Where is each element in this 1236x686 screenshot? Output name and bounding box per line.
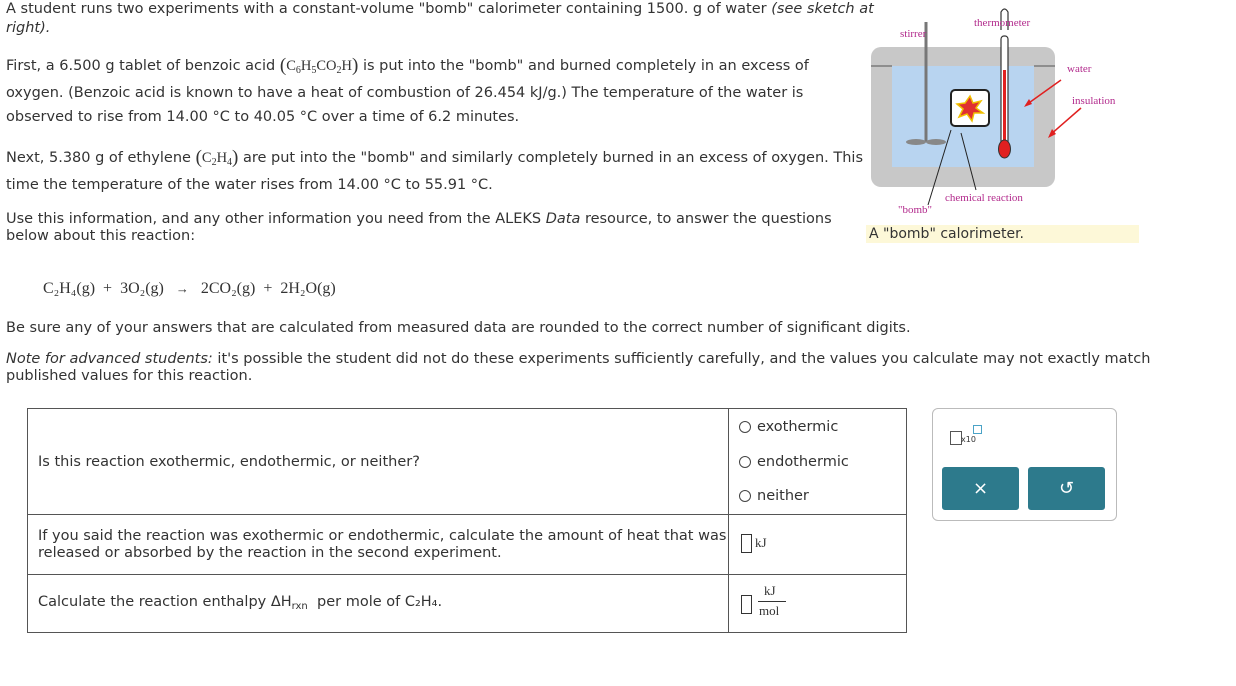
heat-answer-input[interactable] <box>741 534 752 553</box>
question-row-1 <box>28 409 906 515</box>
stirrer-label: stirrer <box>900 28 927 40</box>
enthalpy-answer-input[interactable] <box>741 595 752 614</box>
intro-line-2: right). <box>6 20 51 36</box>
option-endothermic[interactable]: endothermic <box>739 454 849 470</box>
water-label: water <box>1067 63 1092 75</box>
math-tool-panel <box>932 408 1117 521</box>
para1-line-2: oxygen. (Benzoic acid is known to have a heat of combustion of 26.454 kJ/g.) The temperature of the water is <box>6 85 804 101</box>
question-row-3 <box>28 574 906 632</box>
clear-button[interactable] <box>942 467 1019 510</box>
intro-line-1: A student runs two experiments with a constant-volume "bomb" calorimeter containing 1500. g of water (see sketch at <box>6 1 874 17</box>
question-table <box>27 408 907 633</box>
exponent-box[interactable] <box>973 425 982 434</box>
product-co2: 2CO₂(g) <box>200 280 256 297</box>
enthalpy-unit-numerator: kJ <box>764 583 776 598</box>
question-2-text-1: If you said the reaction was exothermic or endothermic, calculate the amount of heat that was <box>38 528 727 544</box>
question-3-text: Calculate the reaction enthalpy $\Delta H_{rxn}$ per mole of C₂H₄. <box>38 594 443 612</box>
para3-line-1: Use this information, and any other information you need from the ALEKS Data resource, to answer the questions <box>6 211 832 227</box>
bomb-label: "bomb" <box>898 204 933 216</box>
radio-neither[interactable] <box>739 490 751 502</box>
sketch-caption: A "bomb" calorimeter. <box>866 225 1139 243</box>
question-row-2 <box>28 514 906 575</box>
thermometer-bulb <box>999 140 1011 158</box>
undo-icon: ↺ <box>1058 478 1075 499</box>
product-water: 2H₂O(g) <box>280 280 336 297</box>
reactant-oxygen: 3O₂(g) <box>120 280 164 297</box>
insulation-label: insulation <box>1072 95 1116 107</box>
sigfig-note: Be sure any of your answers that are calculated from measured data are rounded to the correct number of significant digits. <box>6 320 911 336</box>
option-neither[interactable]: neither <box>739 488 809 504</box>
option-exothermic[interactable]: exothermic <box>739 419 838 435</box>
reaction-arrow: → <box>175 281 189 296</box>
enthalpy-unit-denominator: mol <box>759 603 780 618</box>
question-1-text: Is this reaction exothermic, endothermic, or neither? <box>38 454 420 470</box>
para3-line-2: below about this reaction: <box>6 228 196 244</box>
heat-unit: kJ <box>755 535 767 550</box>
para1-line-3: observed to rise from 14.00 °C to 40.05 °C over a time of 6.2 minutes. <box>6 109 520 125</box>
undo-button[interactable] <box>1028 467 1105 510</box>
fraction-bar <box>758 601 786 602</box>
close-icon: × <box>972 478 989 499</box>
para2-line-2: time the temperature of the water rises from 14.00 °C to 55.91 °C. <box>6 177 493 193</box>
para1-line-1: First, a 6.500 g tablet of benzoic acid $(C_6H_5CO_2H)$ is put into the "bomb" and burned completely in an excess of <box>6 55 809 76</box>
question-2-text-2: released or absorbed by the reaction in the second experiment. <box>38 545 502 561</box>
advanced-note-line-1: Note for advanced students: it's possible the student did not do these experiments sufficiently carefully, and the values you calculate may not exactly match <box>6 351 1151 367</box>
thermometer-label: thermometer <box>974 17 1031 29</box>
calorimeter-sketch <box>866 0 1146 246</box>
radio-exothermic[interactable] <box>739 421 751 433</box>
advanced-note-line-2: published values for this reaction. <box>6 368 253 384</box>
reaction-equation: C₂H₄(g) + 3O₂(g) → 2CO₂(g) + 2H₂O(g) <box>43 280 336 297</box>
chemical-reaction-label: chemical reaction <box>945 192 1023 204</box>
scientific-notation-button[interactable]: x10 <box>961 435 976 444</box>
reactant-ethylene: C₂H₄(g) <box>43 280 96 297</box>
para2-line-1: Next, 5.380 g of ethylene $(C_2H_4)$ are put into the "bomb" and similarly completely burned in an excess of oxygen. This <box>6 147 864 168</box>
radio-endothermic[interactable] <box>739 456 751 468</box>
